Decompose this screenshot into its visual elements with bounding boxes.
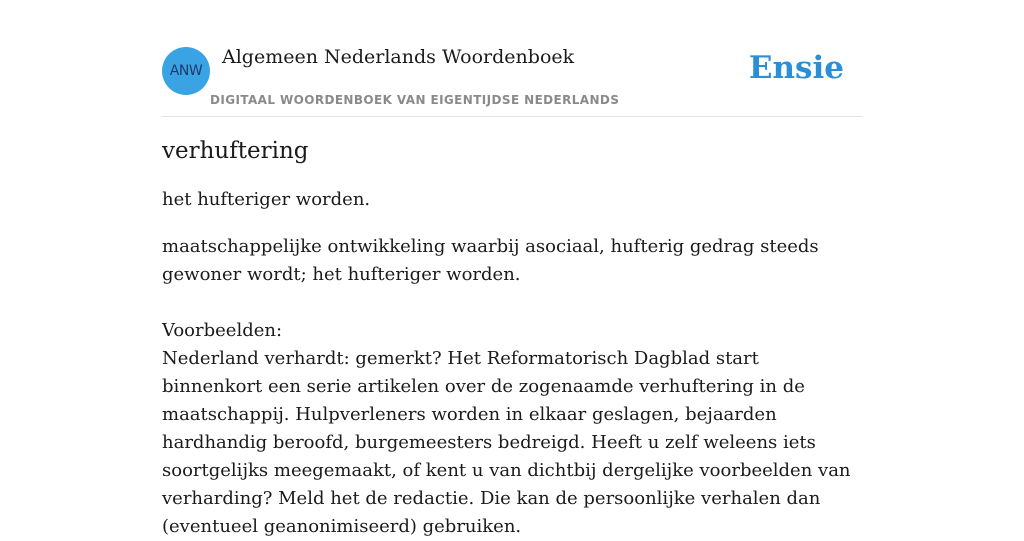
example-text: Nederland verhardt: gemerkt? Het Reformatorisch Dagblad start binnenkort een serie artikelen over de zogenaamde verhuftering in de maatschappij. Hulpverleners worden in elkaar geslagen, bejaarden hardhandig beroofd, burgemeesters bedreigd. Heeft u zelf weleens iets soortgelijks meegemaakt, of kent u van dichtbij dergelijke voorbeelden van verharding? Meld het de redactie. Die kan de persoonlijke verhalen dan (eventueel geanonimiseerd) gebruiken. xyxy=(162,348,851,537)
entry-definition-long: maatschappelijke ontwikkeling waarbij asociaal, hufterig gedrag steeds gewoner wordt; het hufteriger worden. xyxy=(162,236,819,285)
ensie-brand-logo[interactable]: Ensie xyxy=(748,50,844,86)
anw-logo-text: ANW xyxy=(169,63,203,79)
site-header xyxy=(162,46,862,117)
site-subtitle: DIGITAAL WOORDENBOEK VAN EIGENTIJDSE NEDERLANDS xyxy=(210,93,620,107)
entry-headword: verhuftering xyxy=(162,138,309,164)
anw-logo[interactable] xyxy=(162,47,210,95)
site-title[interactable]: Algemeen Nederlands Woordenboek xyxy=(222,46,575,68)
examples-label: Voorbeelden: xyxy=(162,320,283,341)
entry-definition-short: het hufteriger worden. xyxy=(162,189,371,210)
entry-content xyxy=(162,138,862,541)
